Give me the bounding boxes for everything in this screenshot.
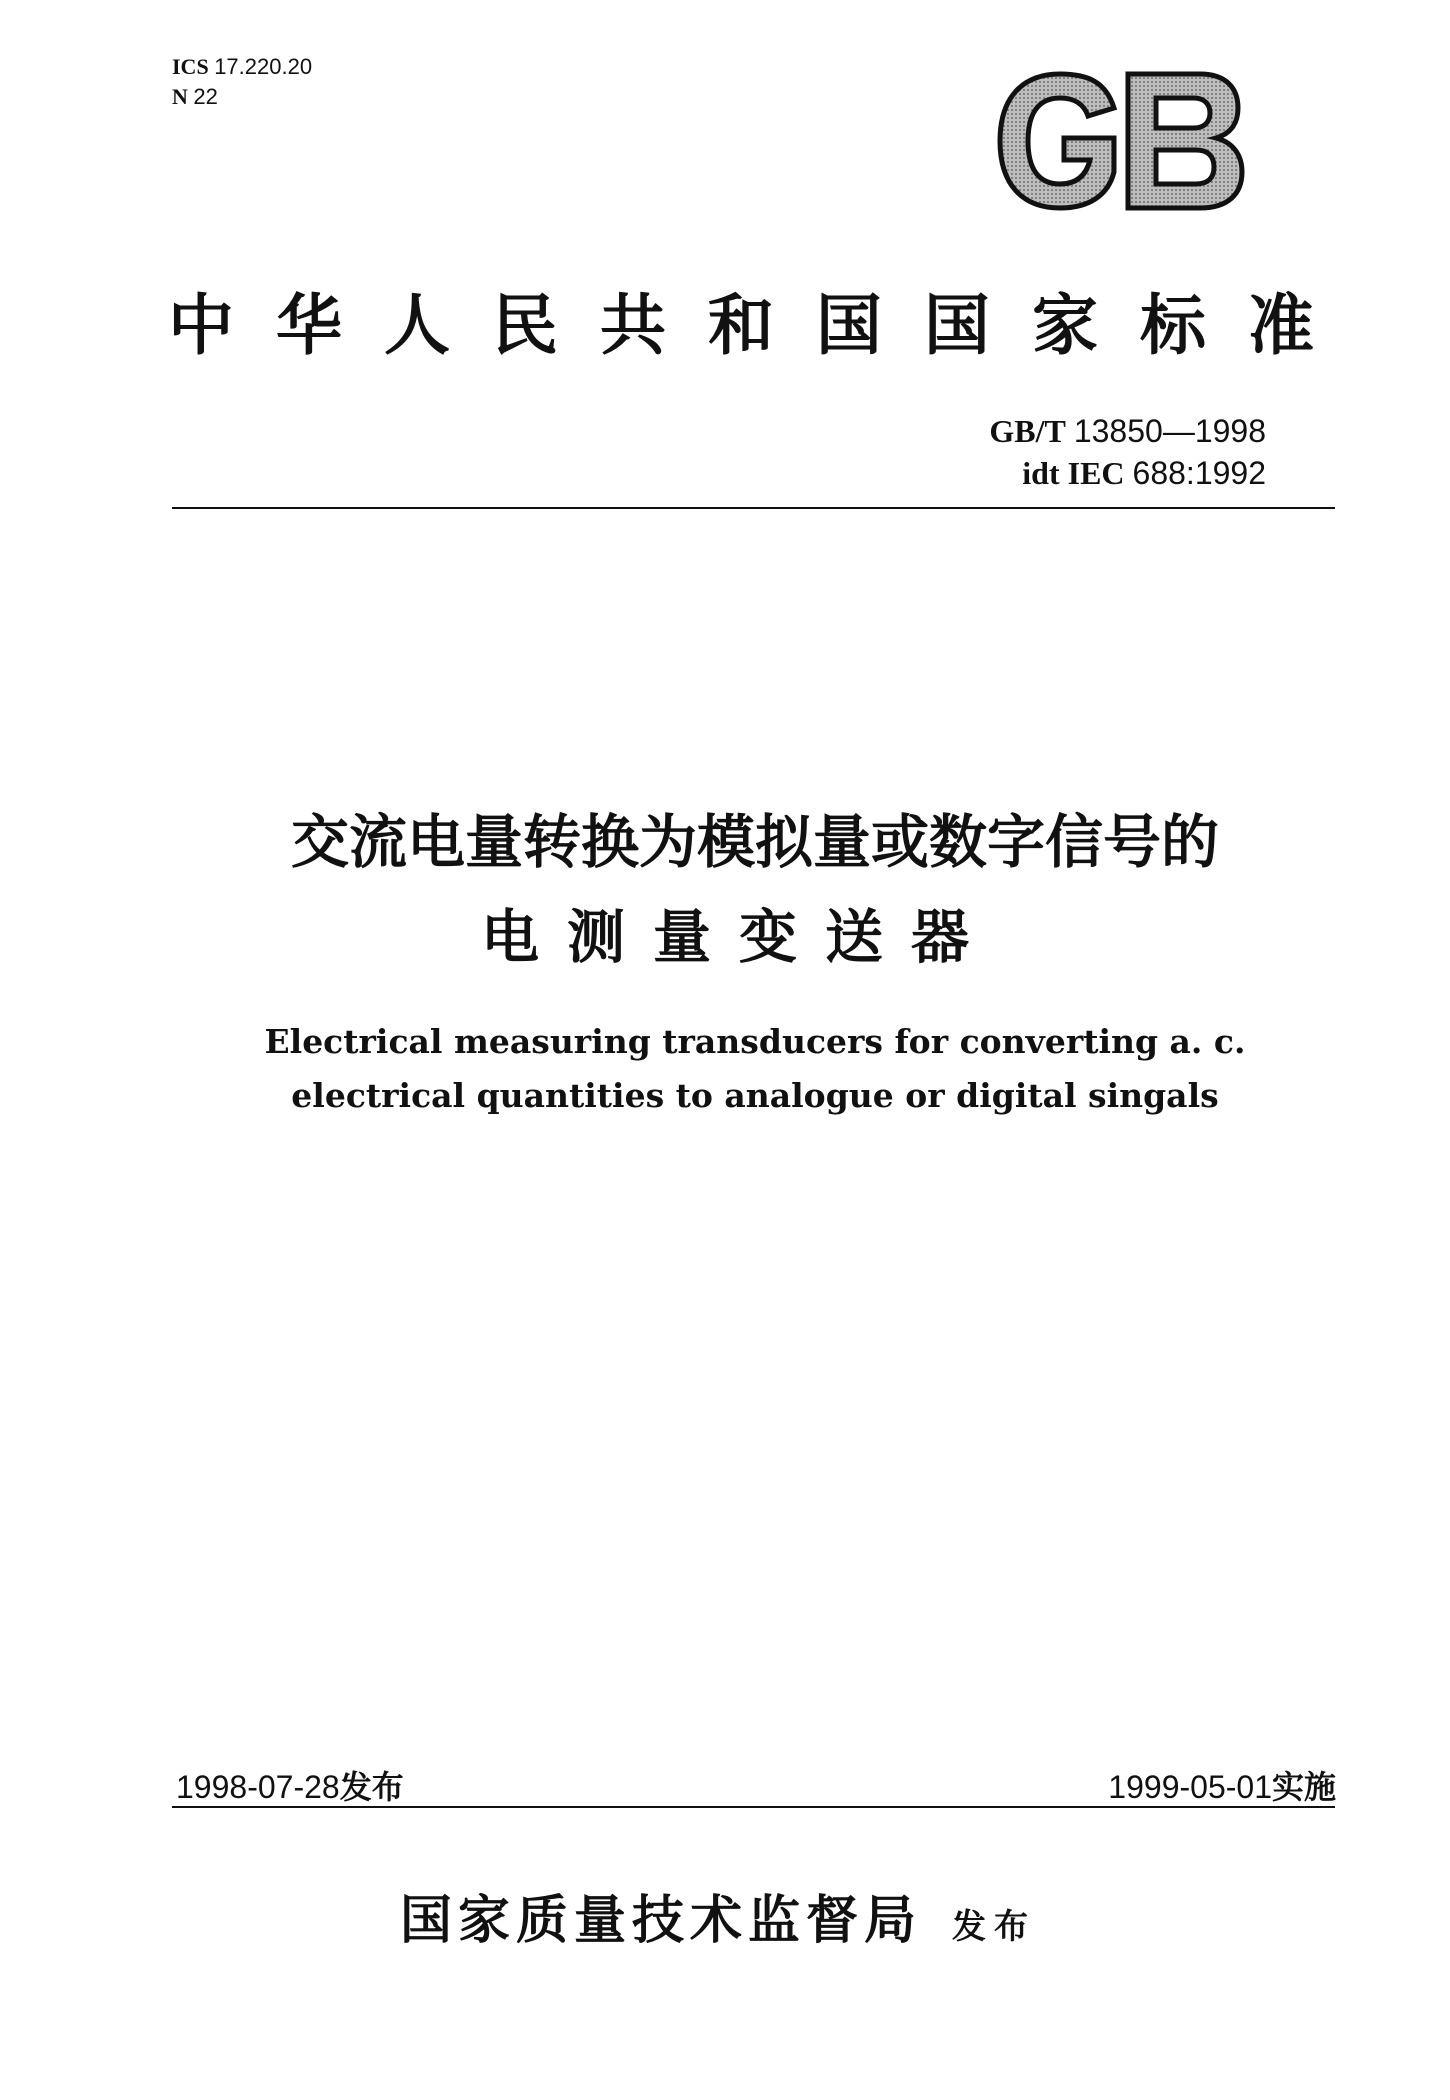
issue-date-label: 发布 xyxy=(339,1768,404,1806)
national-standard-title: 中华人民共和国国家标准 xyxy=(168,287,1356,364)
publisher xyxy=(400,1878,1036,1953)
effective-date xyxy=(1108,1762,1336,1808)
chinese-title-line-1: 交流电量转换为模拟量或数字信号的 xyxy=(290,808,1219,876)
idt-prefix: idt IEC xyxy=(1022,455,1125,491)
publisher-org: 国家质量技术监督局 xyxy=(400,1890,923,1951)
effective-date-value: 1999-05-01 xyxy=(1108,1769,1272,1805)
idt-line xyxy=(989,452,1266,494)
ccs-code: 22 xyxy=(193,84,218,109)
idt-number: 688:1992 xyxy=(1132,455,1266,491)
header-divider xyxy=(172,507,1335,509)
english-title xyxy=(30,1015,1450,1123)
logo-letter-b xyxy=(1128,74,1242,208)
logo-letter-g xyxy=(1000,74,1114,208)
ccs-label: N xyxy=(172,84,188,109)
effective-date-label: 实施 xyxy=(1271,1768,1336,1806)
standard-number: 13850—1998 xyxy=(1073,413,1266,449)
english-title-line-2: electrical quantities to analogue or digital singals xyxy=(291,1076,1219,1115)
gb-logo xyxy=(994,68,1246,214)
issue-date xyxy=(176,1762,404,1808)
ics-code: 17.220.20 xyxy=(214,54,313,79)
ics-line xyxy=(172,52,312,82)
standard-number-block xyxy=(989,410,1266,494)
issue-date-value: 1998-07-28 xyxy=(176,1769,340,1805)
publisher-action: 发布 xyxy=(952,1907,1037,1947)
footer-divider xyxy=(172,1806,1335,1808)
chinese-title-line-2: 电测量变送器 xyxy=(480,903,997,971)
classification-codes xyxy=(172,52,312,112)
english-title-line-1: Electrical measuring transducers for converting a. c. xyxy=(264,1022,1246,1061)
standard-prefix: GB/T xyxy=(989,413,1066,449)
ics-label: ICS xyxy=(172,54,209,79)
standard-number-line xyxy=(989,410,1266,452)
ccs-line xyxy=(172,82,312,112)
